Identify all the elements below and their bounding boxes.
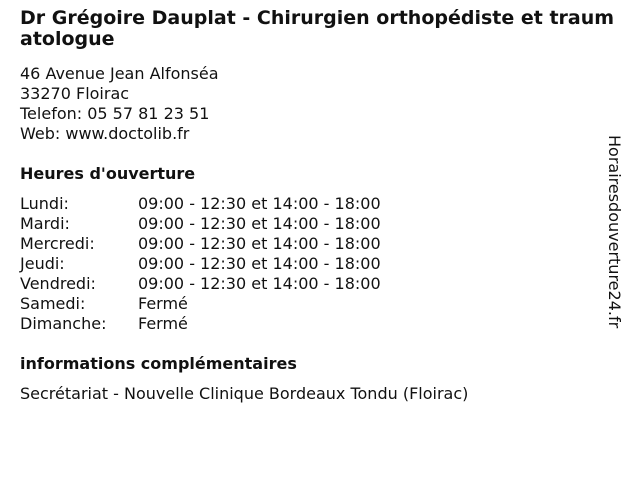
contact-block bbox=[20, 64, 219, 144]
hours-time: 09:00 - 12:30 et 14:00 - 18:00 bbox=[138, 234, 381, 253]
phone-line: Telefon: 05 57 81 23 51 bbox=[20, 104, 210, 123]
hours-row-wednesday bbox=[20, 234, 381, 254]
hours-row-sunday bbox=[20, 314, 381, 334]
watermark: Horairesdouverture24.fr bbox=[605, 135, 624, 329]
hours-time: Fermé bbox=[138, 314, 188, 333]
hours-time: 09:00 - 12:30 et 14:00 - 18:00 bbox=[138, 194, 381, 213]
hours-day: Dimanche: bbox=[20, 314, 107, 333]
address-city: 33270 Floirac bbox=[20, 84, 130, 103]
hours-row-friday bbox=[20, 274, 381, 294]
opening-hours-heading: Heures d'ouverture bbox=[20, 164, 196, 183]
hours-row-tuesday bbox=[20, 214, 381, 234]
opening-hours-table bbox=[20, 194, 381, 334]
hours-row-saturday bbox=[20, 294, 381, 314]
hours-day: Lundi: bbox=[20, 194, 69, 213]
hours-time: 09:00 - 12:30 et 14:00 - 18:00 bbox=[138, 254, 381, 273]
additional-info-heading: informations complémentaires bbox=[20, 354, 297, 373]
hours-time: 09:00 - 12:30 et 14:00 - 18:00 bbox=[138, 214, 381, 233]
hours-day: Mardi: bbox=[20, 214, 70, 233]
additional-info-text: Secrétariat - Nouvelle Clinique Bordeaux Tondu (Floirac) bbox=[20, 384, 469, 403]
hours-time: Fermé bbox=[138, 294, 188, 313]
page-title: Dr Grégoire Dauplat - Chirurgien orthopédiste et traumatologue bbox=[20, 7, 615, 50]
hours-row-thursday bbox=[20, 254, 381, 274]
web-line: Web: www.doctolib.fr bbox=[20, 124, 190, 143]
hours-day: Samedi: bbox=[20, 294, 86, 313]
address-street: 46 Avenue Jean Alfonséa bbox=[20, 64, 219, 83]
hours-day: Vendredi: bbox=[20, 274, 96, 293]
hours-day: Jeudi: bbox=[20, 254, 65, 273]
hours-day: Mercredi: bbox=[20, 234, 95, 253]
hours-time: 09:00 - 12:30 et 14:00 - 18:00 bbox=[138, 274, 381, 293]
hours-row-monday bbox=[20, 194, 381, 214]
